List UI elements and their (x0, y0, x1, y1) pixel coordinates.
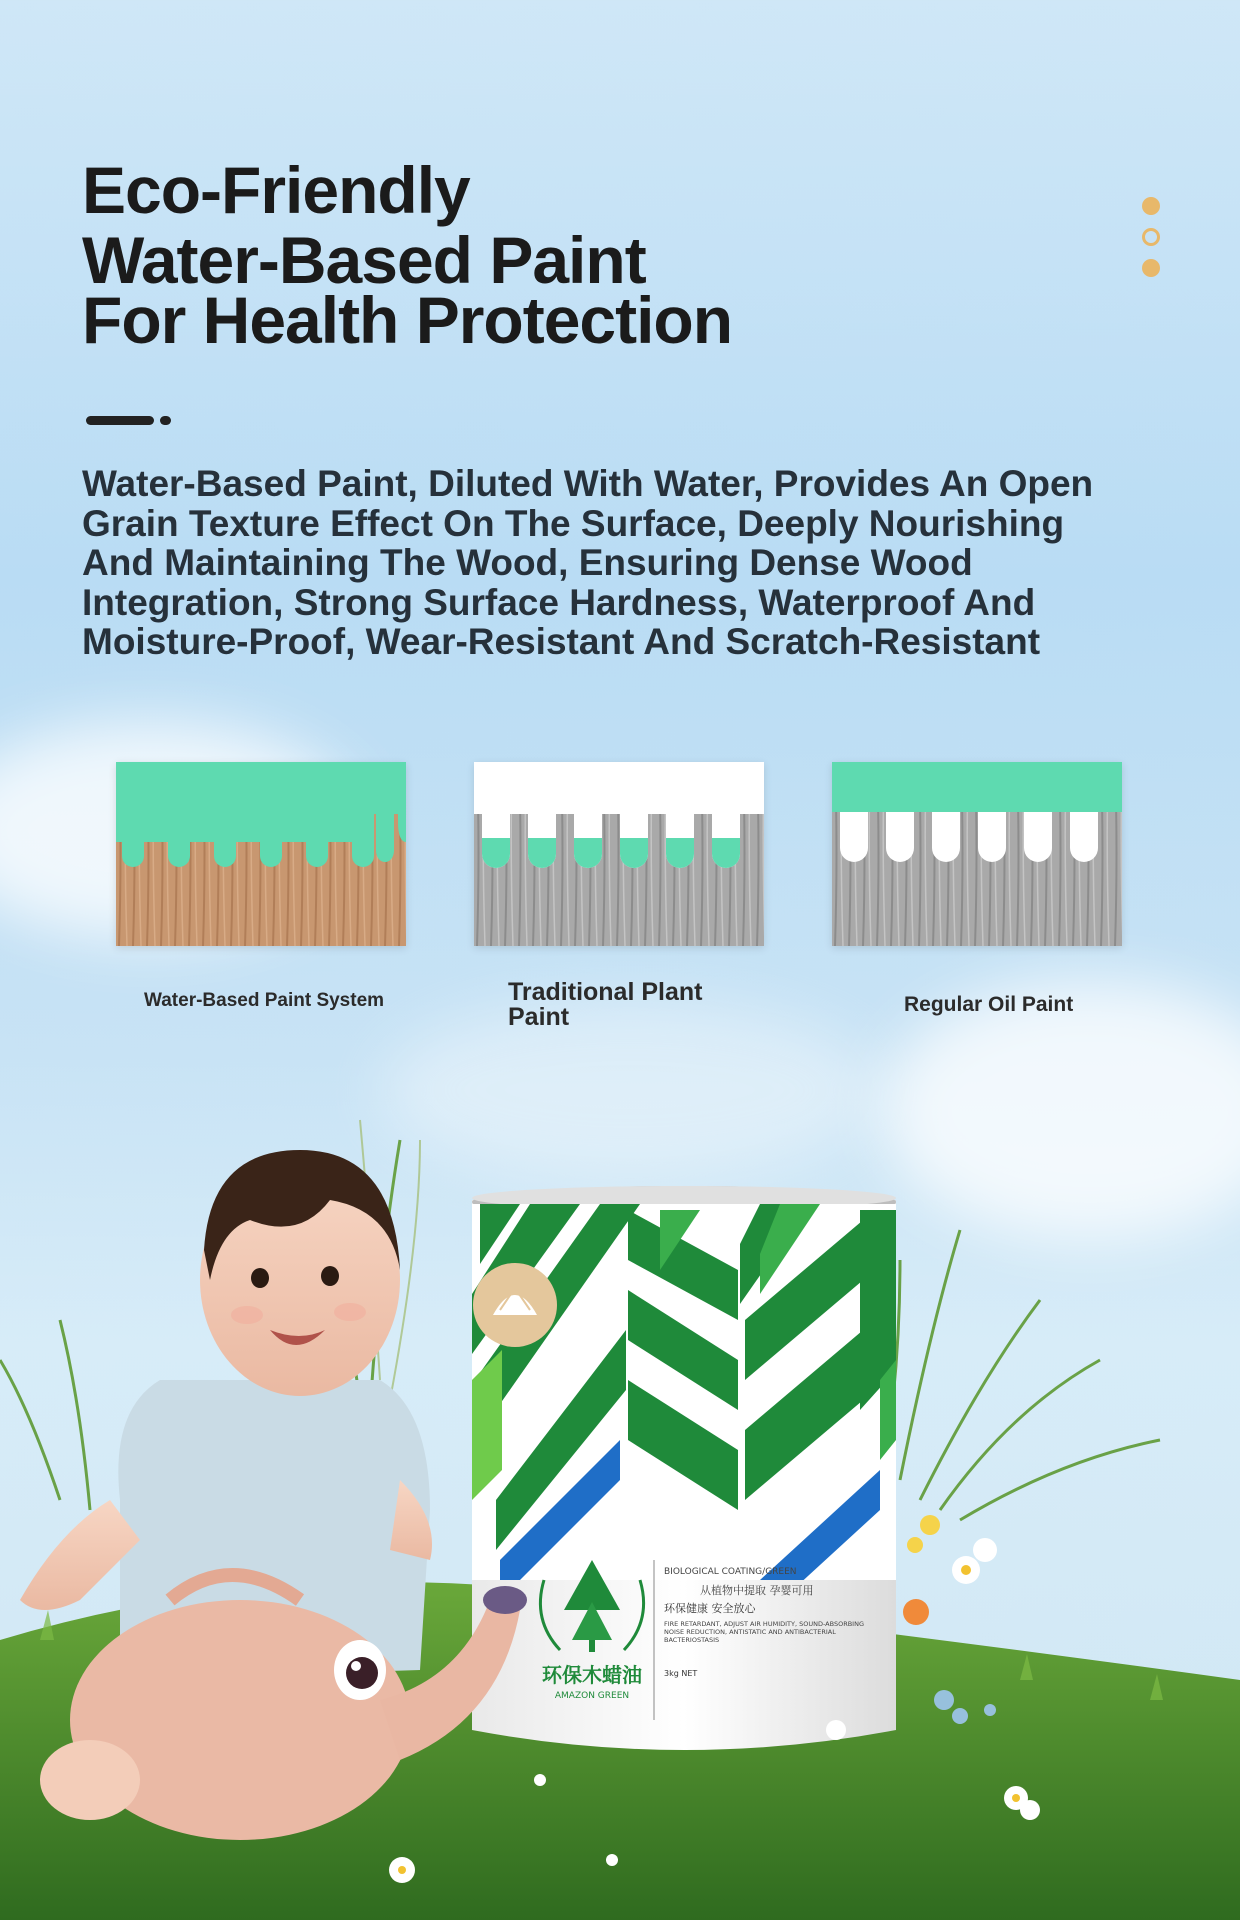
can-label-line-1: BIOLOGICAL COATING/GREEN (664, 1567, 797, 1577)
can-label-line-4: FIRE RETARDANT, ADJUST AIR HUMIDITY, SOUND-ABSORBING NOISE REDUCTION, ANTISTATIC AND ANTIBACTERIAL BACTERIOSTASIS (664, 1620, 864, 1644)
caption-traditional-plant-paint: Traditional Plant Paint (508, 978, 703, 1031)
product-scene (0, 1080, 1240, 1920)
pager-dot[interactable] (1142, 259, 1160, 277)
caption-regular-oil-paint: Regular Oil Paint (904, 993, 1074, 1016)
pager-dot[interactable] (1142, 197, 1160, 215)
headline (82, 153, 733, 357)
panel-water-based-paint (116, 762, 406, 946)
brand-name-cn: 环保木蜡油 (542, 1663, 642, 1687)
pager-dots (1142, 197, 1160, 277)
traditional-plant-paint-diagram (474, 762, 764, 946)
brand-name-en: AMAZON GREEN (554, 1691, 630, 1701)
caption-water-based-paint: Water-Based Paint System (144, 990, 385, 1011)
can-label-line-2: 从植物中提取 孕婴可用 (700, 1584, 814, 1597)
paint-can (472, 1186, 896, 1750)
panel-traditional-plant-paint (474, 762, 764, 946)
panel-regular-oil-paint (832, 762, 1122, 946)
water-based-paint-diagram (116, 762, 406, 946)
pager-dot[interactable] (1142, 228, 1160, 246)
can-label-line-3: 环保健康 安全放心 (664, 1602, 756, 1615)
headline-line-3: For Health Protection (82, 283, 733, 357)
regular-oil-paint-diagram (832, 762, 1122, 946)
divider-dash (86, 416, 154, 425)
can-net-weight: 3kg NET (664, 1669, 698, 1678)
headline-line-2: Water-Based Paint (82, 223, 646, 297)
product-description: Water-Based Paint, Diluted With Water, Provides An Open Grain Texture Effect On The Surface, Deeply Nourishing And Maintaining The Wood, Ensuring Dense Wood Integration, Strong Surface Hardness, Waterproof And Moisture-Proof, Wear-Resistant And Scratch-Resistant (82, 463, 1094, 662)
headline-line-1: Eco-Friendly (82, 153, 470, 227)
divider-dot (160, 416, 171, 425)
